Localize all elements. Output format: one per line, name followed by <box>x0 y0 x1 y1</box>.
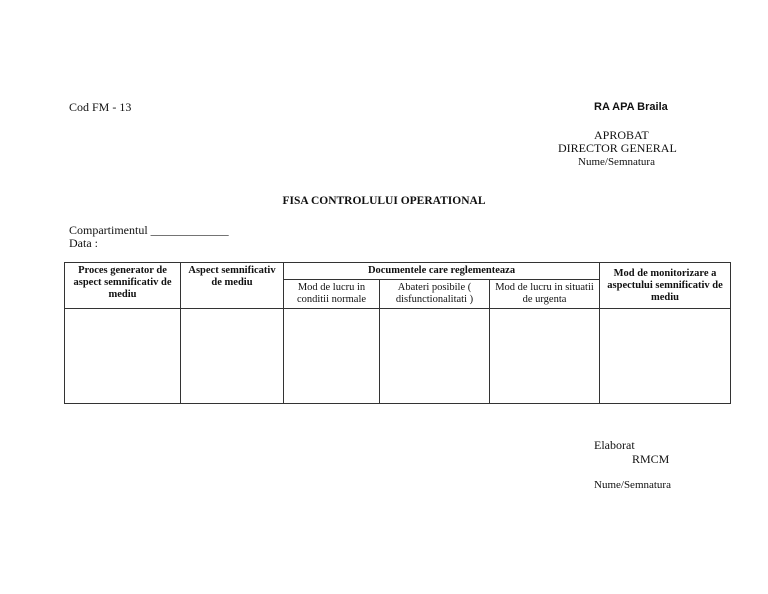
cell-monitoring <box>600 309 731 404</box>
approved-label: APROBAT <box>594 128 649 142</box>
cell-deviations <box>380 309 490 404</box>
prepared-label: Elaborat <box>594 438 635 452</box>
form-code: Cod FM - 13 <box>69 100 132 114</box>
company-name: RA APA Braila <box>594 101 668 113</box>
date-field: Data : <box>69 236 98 250</box>
cell-normal <box>284 309 380 404</box>
cell-aspect <box>181 309 284 404</box>
cell-emergency <box>490 309 600 404</box>
header-documents: Documentele care reglementeaza <box>284 263 600 280</box>
header-deviations: Abateri posibile ( disfunctionalitati ) <box>380 280 490 309</box>
cell-process <box>65 309 181 404</box>
director-signature-label: Nume/Semnatura <box>578 156 655 168</box>
rmcm-label: RMCM <box>632 452 670 466</box>
operational-control-table <box>64 262 731 404</box>
prepared-signature-label: Nume/Semnatura <box>594 479 671 491</box>
director-label: DIRECTOR GENERAL <box>558 141 677 155</box>
header-emergency: Mod de lucru in situatii de urgenta <box>490 280 600 309</box>
header-monitoring: Mod de monitorizare a aspectului semnificativ de mediu <box>600 263 731 309</box>
header-aspect: Aspect semnificativ de mediu <box>181 263 284 309</box>
header-process: Proces generator de aspect semnificativ de mediu <box>65 263 181 309</box>
header-normal-conditions: Mod de lucru in conditii normale <box>284 280 380 309</box>
document-title: FISA CONTROLULUI OPERATIONAL <box>282 195 486 207</box>
department-field: Compartimentul _____________ <box>69 223 229 237</box>
